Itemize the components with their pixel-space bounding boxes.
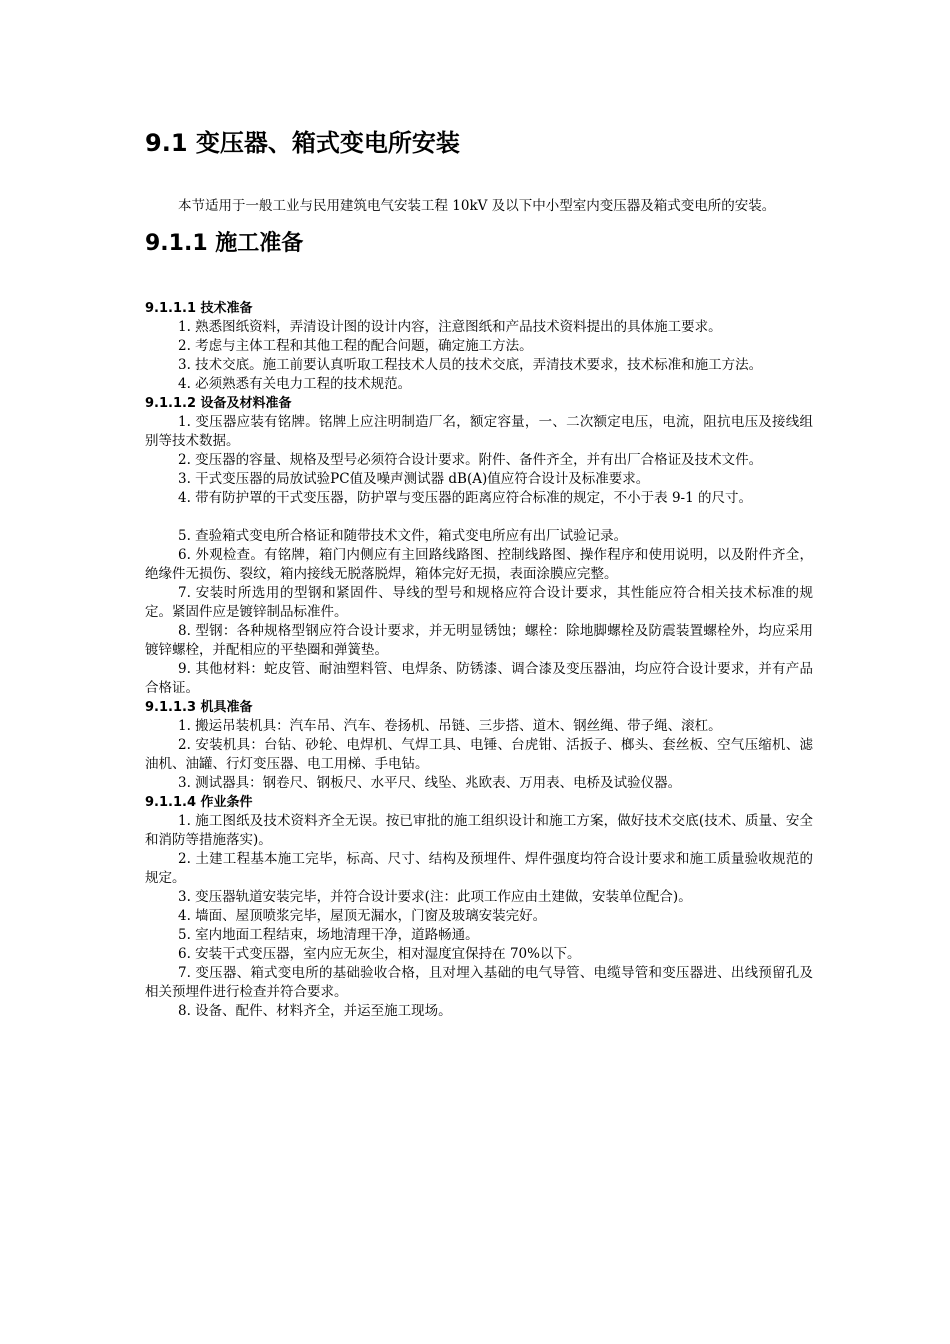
list-item: 1. 搬运吊装机具：汽车吊、汽车、卷扬机、吊链、三步搭、道木、钢丝绳、带子绳、滚杠。 bbox=[178, 718, 722, 734]
list-item: 4. 墙面、屋顶喷浆完毕，屋顶无漏水，门窗及玻璃安装完好。 bbox=[178, 908, 547, 924]
list-item: 3. 测试器具：钢卷尺、钢板尺、水平尺、线坠、兆欧表、万用表、电桥及试验仪器。 bbox=[178, 775, 682, 791]
list-item: 2. 土建工程基本施工完毕，标高、尺寸、结构及预埋件、焊件强度均符合设计要求和施工质量验收规范的规定。 bbox=[145, 851, 813, 886]
sub-heading-tech: 9.1.1.1 技术准备 bbox=[145, 301, 253, 316]
list-item: 3. 变压器轨道安装完毕，并符合设计要求(注：此项工作应由土建做，安装单位配合)。 bbox=[178, 889, 692, 905]
list-item: 6. 安装干式变压器，室内应无灰尘，相对湿度宜保持在 70%以下。 bbox=[178, 946, 581, 962]
list-item: 1. 施工图纸及技术资料齐全无误。按已审批的施工组织设计和施工方案，做好技术交底(技术、质量、安全和消防等措施落实)。 bbox=[145, 813, 813, 848]
sub-heading-tools: 9.1.1.3 机具准备 bbox=[145, 700, 253, 715]
list-item: 5. 室内地面工程结束，场地清理干净，道路畅通。 bbox=[178, 927, 479, 943]
list-item: 2. 变压器的容量、规格及型号必须符合设计要求。附件、备件齐全，并有出厂合格证及技术文件。 bbox=[178, 452, 763, 468]
list-item: 2. 安装机具：台钻、砂轮、电焊机、气焊工具、电锤、台虎钳、活扳子、榔头、套丝板、空气压缩机、滤油机、油罐、行灯变压器、电工用梯、手电钻。 bbox=[145, 737, 813, 772]
list-item: 7. 变压器、箱式变电所的基础验收合格，且对埋入基础的电气导管、电缆导管和变压器进、出线预留孔及相关预埋件进行检查并符合要求。 bbox=[145, 965, 813, 1000]
list-item: 8. 设备、配件、材料齐全，并运至施工现场。 bbox=[178, 1003, 452, 1019]
sub-heading-materials: 9.1.1.2 设备及材料准备 bbox=[145, 396, 292, 411]
list-item: 5. 查验箱式变电所合格证和随带技术文件，箱式变电所应有出厂试验记录。 bbox=[178, 528, 628, 544]
list-item: 8. 型钢：各种规格型钢应符合设计要求，并无明显锈蚀；螺栓：除地脚螺栓及防震装置螺栓外，均应采用镀锌螺栓，并配相应的平垫圈和弹簧垫。 bbox=[145, 623, 813, 658]
subsection-title: 9.1.1 施工准备 bbox=[145, 231, 304, 256]
list-item: 2. 考虑与主体工程和其他工程的配合问题，确定施工方法。 bbox=[178, 338, 533, 354]
list-item: 1. 熟悉图纸资料，弄清设计图的设计内容，注意图纸和产品技术资料提出的具体施工要求。 bbox=[178, 319, 722, 335]
list-item: 3. 技术交底。施工前要认真听取工程技术人员的技术交底，弄清技术要求，技术标准和施工方法。 bbox=[178, 357, 763, 373]
list-item: 6. 外观检查。有铭牌，箱门内侧应有主回路线路图、控制线路图、操作程序和使用说明，以及附件齐全，绝缘件无损伤、裂纹，箱内接线无脱落脱焊，箱体完好无损，表面涂膜应完整。 bbox=[145, 547, 813, 582]
document-page bbox=[145, 126, 813, 1021]
sub-heading-conditions: 9.1.1.4 作业条件 bbox=[145, 795, 253, 810]
list-item: 4. 带有防护罩的干式变压器，防护罩与变压器的距离应符合标准的规定，不小于表 9-1 的尺寸。 bbox=[178, 490, 752, 506]
section-title: 9.1 变压器、箱式变电所安装 bbox=[145, 129, 460, 157]
list-item: 7. 安装时所选用的型钢和紧固件、导线的型号和规格应符合设计要求，其性能应符合相关技术标准的规定。紧固件应是镀锌制品标准件。 bbox=[145, 585, 813, 620]
document-body bbox=[145, 299, 813, 1021]
list-item: 4. 必须熟悉有关电力工程的技术规范。 bbox=[178, 376, 412, 392]
list-item: 9. 其他材料：蛇皮管、耐油塑料管、电焊条、防锈漆、调合漆及变压器油，均应符合设计要求，并有产品合格证。 bbox=[145, 661, 813, 696]
intro-block bbox=[145, 197, 813, 216]
list-item: 1. 变压器应装有铭牌。铭牌上应注明制造厂名，额定容量，一、二次额定电压，电流，阻抗电压及接线组别等技术数据。 bbox=[145, 414, 813, 449]
list-item: 3. 干式变压器的局放试验PC值及噪声测试器 dB(A)值应符合设计及标准要求。 bbox=[178, 471, 650, 487]
intro-paragraph: 本节适用于一般工业与民用建筑电气安装工程 10kV 及以下中小型室内变压器及箱式变电所的安装。 bbox=[178, 198, 776, 214]
